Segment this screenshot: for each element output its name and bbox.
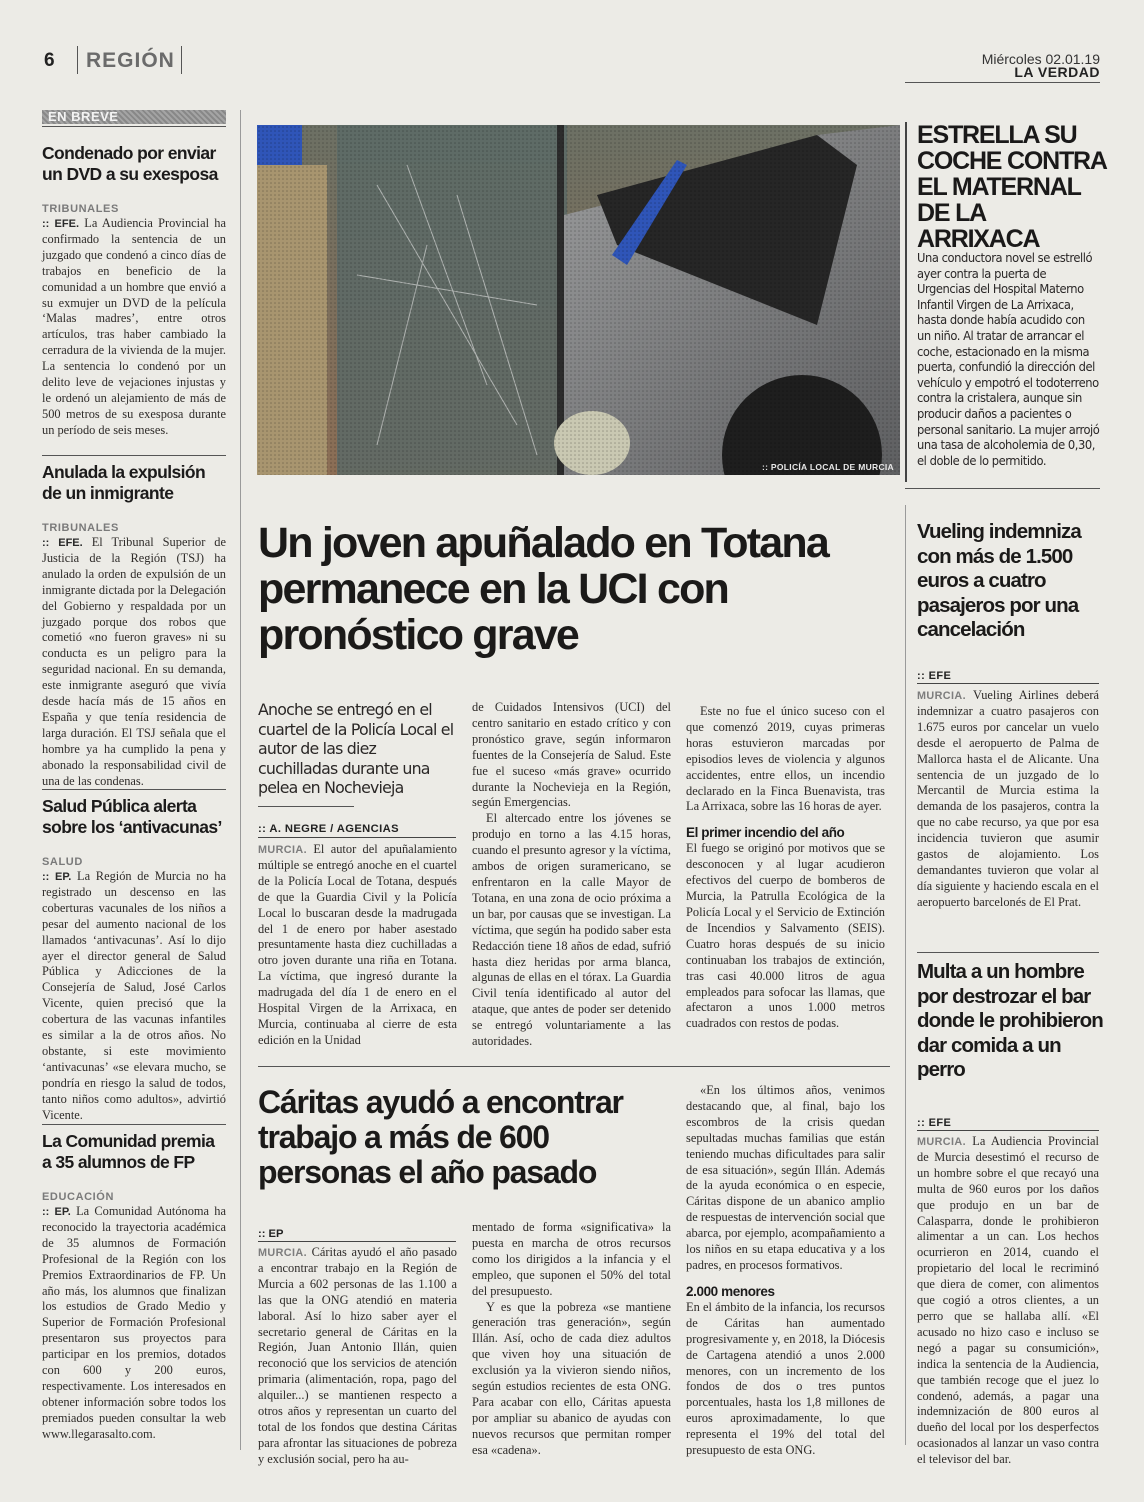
- main-paragraph: Este no fue el único suceso con el que comenzó 2019, cuyas primeras horas estuvieron marcadas por episodios leves de violencia y algunos accidentes, entre ellos, un incendio declarado en la Finca Buenavista, tras La Arrixaca, sobre las 16 horas de ayer.: [686, 704, 885, 814]
- section-title: REGIÓN: [86, 49, 175, 72]
- section-rule: [42, 126, 226, 127]
- main-paragraph: El fuego se originó por motivos que se desconocen y al lugar acudieron efectivos del cuerpo de bomberos de Murcia, la Patrulla Ecológica de la Policía Local y el Servicio de Extinción de Incendios y Salvamento (SEIS). Cuatro horas después de su inicio continuaban los trabajos de extinción, tras casi 40.000 litros de agua empleados para sofocar las llamas, que afectaron a unos 1.000 metros cuadrados con restos de podas.: [686, 841, 885, 1031]
- brief-body: [42, 216, 226, 439]
- main-paragraph: El altercado entre los jóvenes se produjo en torno a las 4.15 horas, cuando el presunto agresor y la víctima, ambos de origen suramericano, se enfrentaron en la calle Mayor de Totana, en una zona de ocio próxima a un bar, por causas que se investigan. La víctima, que según ha podido saber esta Redacción tiene 18 años de edad, sufrió hasta diez heridas por arma blanca, algunas de ellas en el tórax. La Guardia Civil tenía identificado al autor del ataque, que antes de poder ser detenido se entregó voluntariamente a las autoridades.: [472, 811, 671, 1049]
- issue-date: Miércoles 02.01.19: [981, 51, 1100, 67]
- caritas-paragraph: Y es que la pobreza «se mantiene generación tras generación», según Illán. Así, ocho de cada diez adultos que viven hoy una situación de exclusión ya la vivieron siendo niños, según estudios recientes de esta ONG. Para acabar con ello, Cáritas apuesta por ampliar su abanico de ayudas con nuevos recursos que permitan romper esa «cadena».: [472, 1299, 671, 1457]
- vueling-headline: Vueling indemniza con más de 1.500 euros a cuatro pasajeros por una cancelación: [917, 520, 1081, 641]
- brief-title: Salud Pública alerta sobre los ‘antivacunas’: [42, 796, 222, 837]
- caritas-column-3: [686, 1083, 885, 1459]
- brief-title: La Comunidad premia a 35 alumnos de FP: [42, 1131, 215, 1172]
- main-column-1: [258, 842, 457, 1049]
- brief-tag: TRIBUNALES: [42, 203, 119, 215]
- main-intertitle: El primer incendio del año: [686, 825, 845, 841]
- brief-agency: :: EP.: [42, 1206, 71, 1218]
- dateline-city: MURCIA.: [258, 844, 307, 856]
- story-divider: [258, 1066, 890, 1067]
- estrella-body: Una conductora novel se estrelló ayer contra la puerta de Urgencias del Hospital Materno Infantil Virgen de La Arrixaca, hasta donde había acudido con un niño. Al tratar de arrancar el coche, estacionado en la misma puerta, confundió la dirección del vehículo y empotró el todoterreno contra la cristalera, aunque sin producir daños a pacientes o personal sanitario. La mujer arrojó una tasa de alcoholemia de 0,30, el doble de lo permitido.: [917, 251, 1100, 469]
- brief-divider: [42, 455, 226, 456]
- brief-title: Anulada la expulsión de un inmigrante: [42, 462, 206, 503]
- multa-headline: Multa a un hombre por destrozar el bar donde le prohibieron dar comida a un perro: [917, 960, 1103, 1081]
- brief-agency: :: EFE.: [42, 537, 83, 549]
- header-divider: [77, 46, 78, 74]
- caritas-column-1: [258, 1245, 457, 1468]
- caritas-byline: :: EP: [258, 1228, 456, 1242]
- brief-text: La Audiencia Provincial ha confirmado la sentencia de un juzgado que condenó a cinco días de trabajos en beneficio de la comunidad a un hombre que envió a su exmujer un DVD de la película ‘Malas madres’, entre otros artículos, tras haber cambiado la cerradura de la vivienda de la mujer. La sentencia lo condenó por un delito leve de vejaciones injustas y le ordenó un alejamiento de más de 500 metros de su exesposa durante un período de seis meses.: [42, 216, 226, 437]
- brief-body: [42, 1204, 226, 1443]
- main-column-3: [686, 704, 885, 1032]
- brief-body: [42, 869, 226, 1124]
- brief-divider: [42, 789, 226, 790]
- brief-article: [42, 143, 226, 439]
- header-rule: [905, 82, 1100, 83]
- column-divider: [240, 110, 241, 1450]
- brief-divider: [42, 1124, 226, 1125]
- caritas-paragraph: mentado de forma «significativa» la puesta en marcha de otros recursos como los dirigidos a la infancia y el empleo, que suponen el 50% del total del presupuesto.: [472, 1220, 671, 1298]
- brief-tag: TRIBUNALES: [42, 522, 119, 534]
- vueling-byline: :: EFE: [917, 670, 1099, 684]
- brief-tag: SALUD: [42, 856, 83, 868]
- en-breve-label: EN BREVE: [42, 110, 226, 124]
- caritas-text: Cáritas ayudó el año pasado a encontrar trabajo en la Región de Murcia a 602 personas de las 1.100 a las que la ONG atendió en materia laboral. Así lo hizo saber ayer el secretario general de Cáritas en la Región, Juan Antonio Illán, quien reconoció que los servicios de atención primaria (alimentación, ropa, pago del alquiler...) se mantienen respecto a otros años y representan un cuarto del total de los fondos que destina Cáritas para afrontar las situaciones de pobreza y exclusión social, pero ha au-: [258, 1245, 457, 1466]
- crashed-car-illustration: [257, 125, 900, 475]
- dateline-city: MURCIA.: [258, 1247, 307, 1259]
- main-subheadline: Anoche se entregó en el cuartel de la Policía Local el autor de las diez cuchilladas durante una pelea en Nochevieja: [258, 700, 454, 797]
- multa-byline: :: EFE: [917, 1117, 1099, 1131]
- brief-article: [42, 1131, 226, 1443]
- caritas-paragraph: En el ámbito de la infancia, los recursos de Cáritas han aumentado progresivamente y, en 2018, la Diócesis de Cartagena atendió a unos 2.000 menores, con un incremento de los fondos de dos o tres puntos porcentuales, hasta los 1,8 millones de euros aproximadamente, lo que representa el 19% del total del presupuesto de esta ONG.: [686, 1299, 885, 1458]
- vueling-text: Vueling Airlines deberá indemnizar a cuatro pasajeros con 1.675 euros por cancelar un vuelo desde el aeropuerto de Palma de Mallorca hasta el de Alicante. Una sentencia de un juzgado de lo Mercantil de Murcia estima la demanda de los pasajeros, contra la que no cabe recurso, ya que por esa incidencia tuvieron que asumir gastos de alojamiento. Los demandantes tuvieron que volar al día siguiente y haciendo escala en el aeropuerto barcelonés de El Prat.: [917, 688, 1099, 909]
- box-accent-bar: [905, 122, 907, 482]
- photo-credit: :: POLICÍA LOCAL DE MURCIA: [762, 462, 894, 472]
- caritas-column-2: [472, 1220, 671, 1459]
- vueling-body: [917, 688, 1099, 911]
- brief-agency: :: EFE.: [42, 218, 79, 230]
- caritas-intertitle: 2.000 menores: [686, 1283, 775, 1299]
- newspaper-name: LA VERDAD: [1014, 64, 1100, 80]
- brief-text: La Comunidad Autónoma ha reconocido la trayectoria académica de 35 alumnos de Formación Profesional de la Región con los Premios Extraordinarios de FP. Un año más, los alumnos que finalizan los estudios de Grado Medio y Superior de Formación Profesional presentaron sus proyectos para participar en los premios, dotados con 600 y 200 euros, respectivamente. Los interesados en obtener información sobre todos los premiados pueden consultar la web www.llegarasalto.com.: [42, 1204, 226, 1441]
- dateline-city: MURCIA.: [917, 1136, 966, 1148]
- header-divider: [181, 46, 182, 74]
- multa-text: La Audiencia Provincial de Murcia desestimó el recurso de un hombre sobre el que recayó una multa de 960 euros por los daños que produjo en un bar de Calasparra, donde le prohibieron alimentar a un can. Los hechos ocurrieron en 2014, cuando el propietario del local le recriminó que diera de comer, con alimentos que cogió a otros clientes, a un perro que se hallaba allí. «El acusado no hizo caso e incluso se negó a pagar su consumición», indica la sentencia de la Audiencia, que también recoge que el juez lo condenó, además, a pagar una indemnización de 800 euros al dueño del local por los desperfectos ocasionados al lanzar un vaso contra el televisor del bar.: [917, 1134, 1099, 1467]
- multa-body: [917, 1134, 1099, 1468]
- main-column-2: [472, 700, 671, 1050]
- main-headline: Un joven apuñalado en Totana permanece en la UCI con pronóstico grave: [258, 519, 828, 659]
- brief-agency: :: EP.: [42, 871, 72, 883]
- news-photo-crashed-car: [257, 125, 900, 475]
- box-bottom-rule: [905, 488, 1100, 489]
- brief-article: [42, 796, 226, 1124]
- caritas-headline: Cáritas ayudó a encontrar trabajo a más de 600 personas el año pasado: [258, 1084, 623, 1190]
- main-paragraph: de Cuidados Intensivos (UCI) del centro sanitario en estado crítico y con pronóstico grave, según informaron fuentes de la Consejería de Salud. Este fue el suceso «más grave» ocurrido durante la Nochevieja en la Región, según Emergencias.: [472, 700, 671, 810]
- brief-article: [42, 462, 226, 790]
- brief-tag: EDUCACIÓN: [42, 1191, 115, 1203]
- estrella-headline: ESTRELLA SU COCHE CONTRA EL MATERNAL DE LA ARRIXACA: [917, 121, 1106, 253]
- brief-text: El Tribunal Superior de Justicia de la Región (TSJ) ha anulado la orden de expulsión de un inmigrante dictada por la Delegación del Gobierno y respaldada por un juzgado porque dos robos que cometió «no fueron graves» ni su conducta es un peligro para la seguridad nacional. En su demanda, este inmigrante aseguró que vivía desde hacía más de 15 años en España y que tenía residencia de larga duración. El TSJ señala que el hombre ya ha cumplido la pena y abonado la responsabilidad civil de una de las condenas.: [42, 535, 226, 788]
- brief-body: [42, 535, 226, 790]
- main-byline: :: A. NEGRE / AGENCIAS: [258, 823, 456, 838]
- brief-title: Condenado por enviar un DVD a su exesposa: [42, 143, 218, 184]
- caritas-paragraph: «En los últimos años, venimos destacando que, al final, bajo los escombros de la crisis quedan sepultadas muchas familias que están teniendo muchas dificultades para salir de esa situación», según Illán. Además de la ayuda económica o en especie, Cáritas dispone de un abanico amplio de respuestas de intervención social que abarca, por ejemplo, acompañamiento a los niños en su etapa educativa y a los padres, en procesos formativos.: [686, 1083, 885, 1272]
- dateline-city: MURCIA.: [917, 690, 966, 702]
- column-divider: [905, 505, 906, 1445]
- subhead-rule: [258, 806, 354, 807]
- article-divider: [917, 952, 1099, 953]
- page-number: 6: [44, 50, 55, 71]
- brief-text: La Región de Murcia no ha registrado un descenso en las coberturas vacunales de los niños a pesar del aumento nacional de los llamados ‘antivacunas’. Así lo dijo ayer el director general de Salud Pública y Adicciones de la Consejería de Salud, José Carlos Vicente, quien precisó que la cobertura de las vacunas infantiles es similar a la de otros años. No obstante, si este movimiento ‘antivacunas’ «se elevara mucho, se pondría en riesgo la salud de todos, tanto niños como adultos», advirtió Vicente.: [42, 869, 226, 1122]
- main-text: El autor del apuñalamiento múltiple se entregó anoche en el cuartel de la Policía Local de Totana, después de que la Guardia Civil y la Policía Local lo buscaran desde la madrugada del 1 de enero por haber asestado presuntamente hasta diez cuchilladas a otro joven durante una riña en Totana. La víctima, que ingresó durante la madrugada del día 1 de enero en el Hospital Virgen de la Arrixaca, en Murcia, continuaba al cierre de esta edición en la Unidad: [258, 842, 457, 1047]
